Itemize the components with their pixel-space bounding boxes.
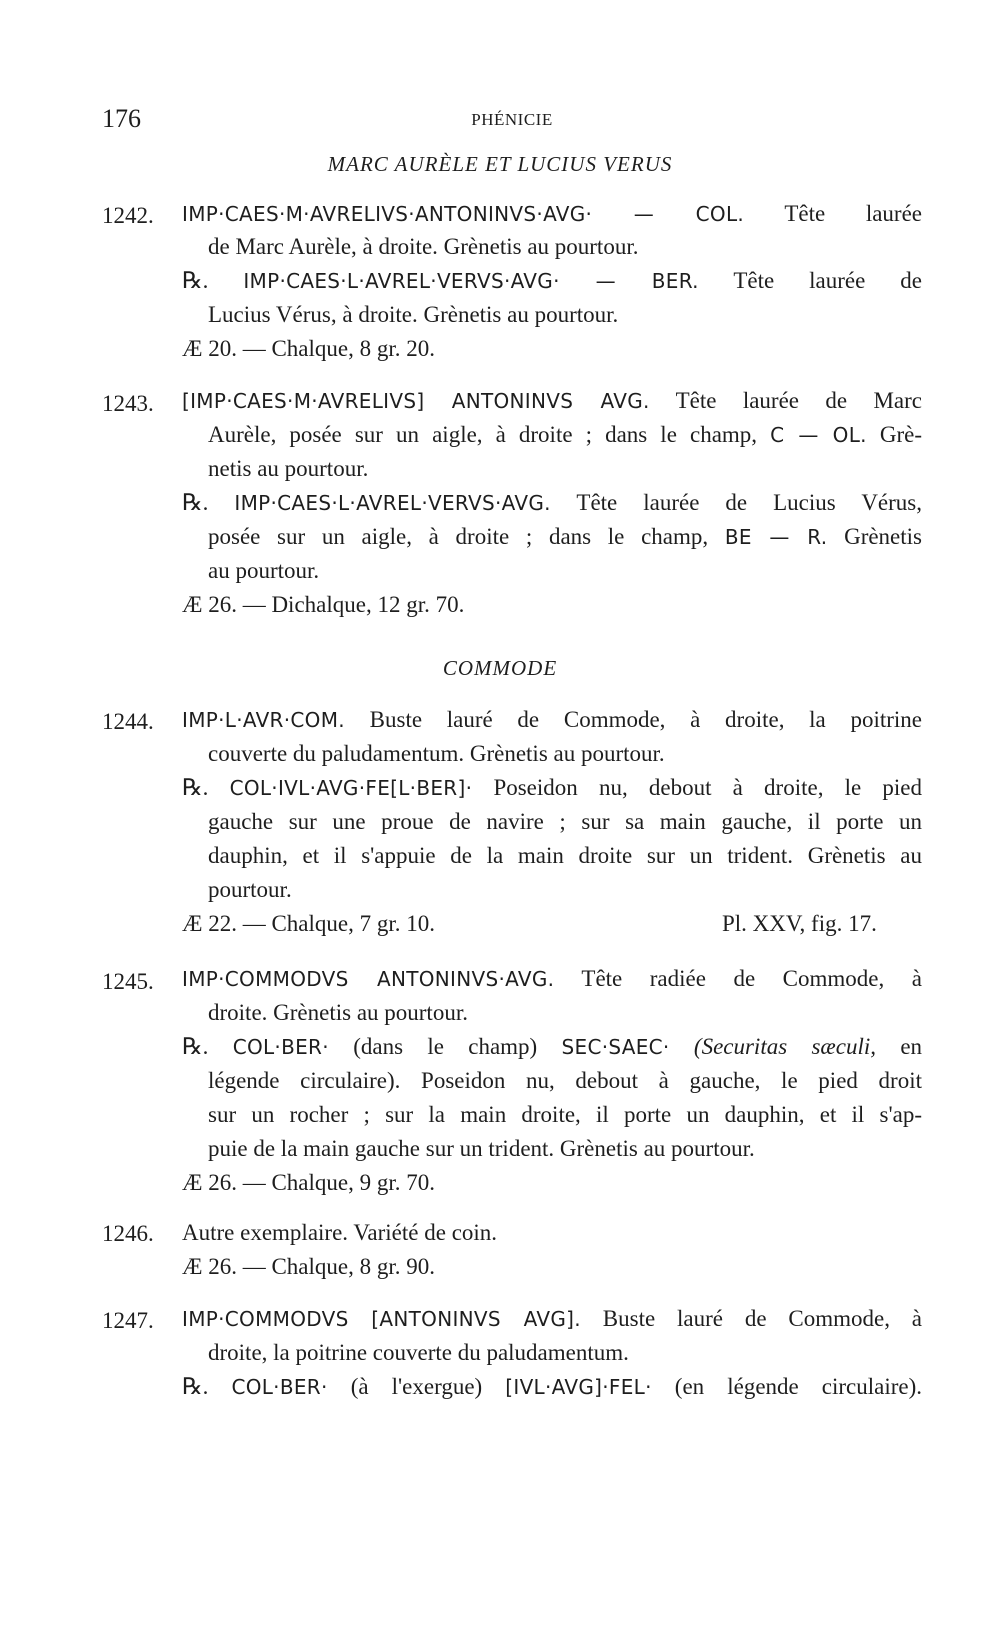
entry-number-1243: 1243.: [102, 391, 154, 416]
running-title: PHÉNICIE: [471, 110, 553, 129]
reverse-symbol: ℞.: [182, 1374, 209, 1399]
section-title-commode: COMMODE: [442, 656, 558, 680]
entry-1242-line-1: [182, 199, 922, 229]
description: posée sur un aigle, à droite ; dans le champ,: [208, 524, 709, 549]
legend: COL·BER·: [232, 1035, 329, 1059]
entry-1244-line-3: [182, 773, 922, 803]
entry-number-1246: 1246.: [102, 1221, 154, 1246]
entry-1245-line-5: sur un rocher ; sur la main droite, il porte un dauphin, et il s'ap-: [208, 1102, 922, 1127]
entry-1243-weight: Æ 26. — Dichalque, 12 gr. 70.: [182, 592, 465, 617]
legend: IMP·CAES·L·AVREL·VERVS·AVG· — BER.: [243, 269, 699, 293]
legend: [IMP·CAES·M·AVRELIVS] ANTONINVS AVG.: [182, 389, 650, 413]
description: (en légende circulaire).: [674, 1374, 923, 1399]
entry-number-1245: 1245.: [102, 969, 154, 994]
entry-number-1247: 1247.: [102, 1308, 154, 1333]
entry-1242-line-2: de Marc Aurèle, à droite. Grènetis au pourtour.: [208, 234, 639, 259]
entry-1247-line-2: droite, la poitrine couverte du paludamentum.: [208, 1340, 629, 1365]
latin-gloss: (Securitas sæculi,: [693, 1034, 876, 1059]
entry-1247-line-3: [182, 1372, 922, 1402]
entry-1244-line-6: pourtour.: [208, 877, 292, 902]
entry-number-1242: 1242.: [102, 203, 154, 228]
entry-1244-line-5: dauphin, et il s'appuie de la main droite sur un trident. Grènetis au: [208, 843, 922, 868]
entry-1245-line-4: légende circulaire). Poseidon nu, debout à gauche, le pied droit: [208, 1068, 922, 1093]
entry-1247-line-1: [182, 1304, 922, 1334]
page-number: 176: [102, 104, 141, 133]
description: Buste lauré de Commode, à droite, la poitrine: [369, 707, 923, 732]
description: Poseidon nu, debout à droite, le pied: [493, 775, 923, 800]
legend: IMP·CAES·M·AVRELIVS·ANTONINVS·AVG· — COL.: [182, 202, 745, 226]
entry-1242-line-4: Lucius Vérus, à droite. Grènetis au pourtour.: [208, 302, 619, 327]
description: (dans le champ): [353, 1034, 538, 1059]
entry-1242-line-3: [182, 266, 922, 296]
page-header: [102, 104, 922, 140]
legend: BE — R.: [724, 525, 828, 549]
description: Tête laurée: [784, 201, 923, 226]
entry-1245-line-3: [182, 1032, 922, 1062]
description: Tête laurée de Lucius Vérus,: [576, 490, 922, 515]
entry-1245-weight: Æ 26. — Chalque, 9 gr. 70.: [182, 1170, 435, 1195]
entry-1243-line-4: [182, 488, 922, 518]
description: (à l'exergue): [350, 1374, 483, 1399]
entry-1244-weight: Æ 22. — Chalque, 7 gr. 10.: [182, 911, 435, 936]
description: Tête laurée de: [733, 268, 922, 293]
entry-1244-line-4: gauche sur une proue de navire ; sur sa main gauche, il porte un: [208, 809, 922, 834]
legend: [IVL·AVG]·FEL·: [505, 1375, 652, 1399]
legend: C — OL.: [770, 423, 867, 447]
description: Tête radiée de Commode, à: [581, 966, 922, 991]
legend: SEC·SAEC·: [561, 1035, 670, 1059]
entry-1243-line-5: [208, 522, 922, 552]
entry-1243-line-6: au pourtour.: [208, 558, 320, 583]
legend: IMP·L·AVR·COM.: [182, 708, 345, 732]
description: Grènetis: [844, 524, 922, 549]
entry-1244-line-2: couverte du paludamentum. Grènetis au pourtour.: [208, 741, 665, 766]
entry-1245-line-6: puie de la main gauche sur un trident. Grènetis au pourtour.: [208, 1136, 755, 1161]
legend: COL·IVL·AVG·FE[L·BER]·: [229, 776, 473, 800]
description: Aurèle, posée sur un aigle, à droite ; dans le champ,: [208, 422, 758, 447]
plate-reference: Pl. XXV, fig. 17.: [722, 911, 877, 936]
legend: IMP·CAES·L·AVREL·VERVS·AVG.: [234, 491, 551, 515]
entry-1243-line-1: [182, 386, 922, 416]
entry-1244-line-1: [182, 705, 922, 735]
legend: COL·BER·: [231, 1375, 328, 1399]
entry-number-1244: 1244.: [102, 709, 154, 734]
legend: IMP·COMMODVS [ANTONINVS AVG].: [182, 1307, 581, 1331]
reverse-symbol: ℞.: [182, 1034, 209, 1059]
entry-1243-line-2: [208, 420, 922, 450]
description: Tête laurée de Marc: [675, 388, 922, 413]
entry-1245-line-2: droite. Grènetis au pourtour.: [208, 1000, 468, 1025]
entry-1243-line-3: netis au pourtour.: [208, 456, 369, 481]
entry-1246-weight: Æ 26. — Chalque, 8 gr. 90.: [182, 1254, 435, 1279]
entry-1245-line-1: [182, 964, 922, 994]
entry-1242-weight: Æ 20. — Chalque, 8 gr. 20.: [182, 336, 435, 361]
description: Grè-: [879, 422, 923, 447]
entry-1246-line-1: Autre exemplaire. Variété de coin.: [182, 1220, 498, 1245]
reverse-symbol: ℞.: [182, 268, 209, 293]
reverse-symbol: ℞.: [182, 490, 209, 515]
section-title-marc-aurele: MARC AURÈLE ET LUCIUS VERUS: [327, 152, 673, 176]
legend: IMP·COMMODVS ANTONINVS·AVG.: [182, 967, 555, 991]
description: Buste lauré de Commode, à: [602, 1306, 923, 1331]
description: en: [900, 1034, 923, 1059]
reverse-symbol: ℞.: [182, 775, 209, 800]
